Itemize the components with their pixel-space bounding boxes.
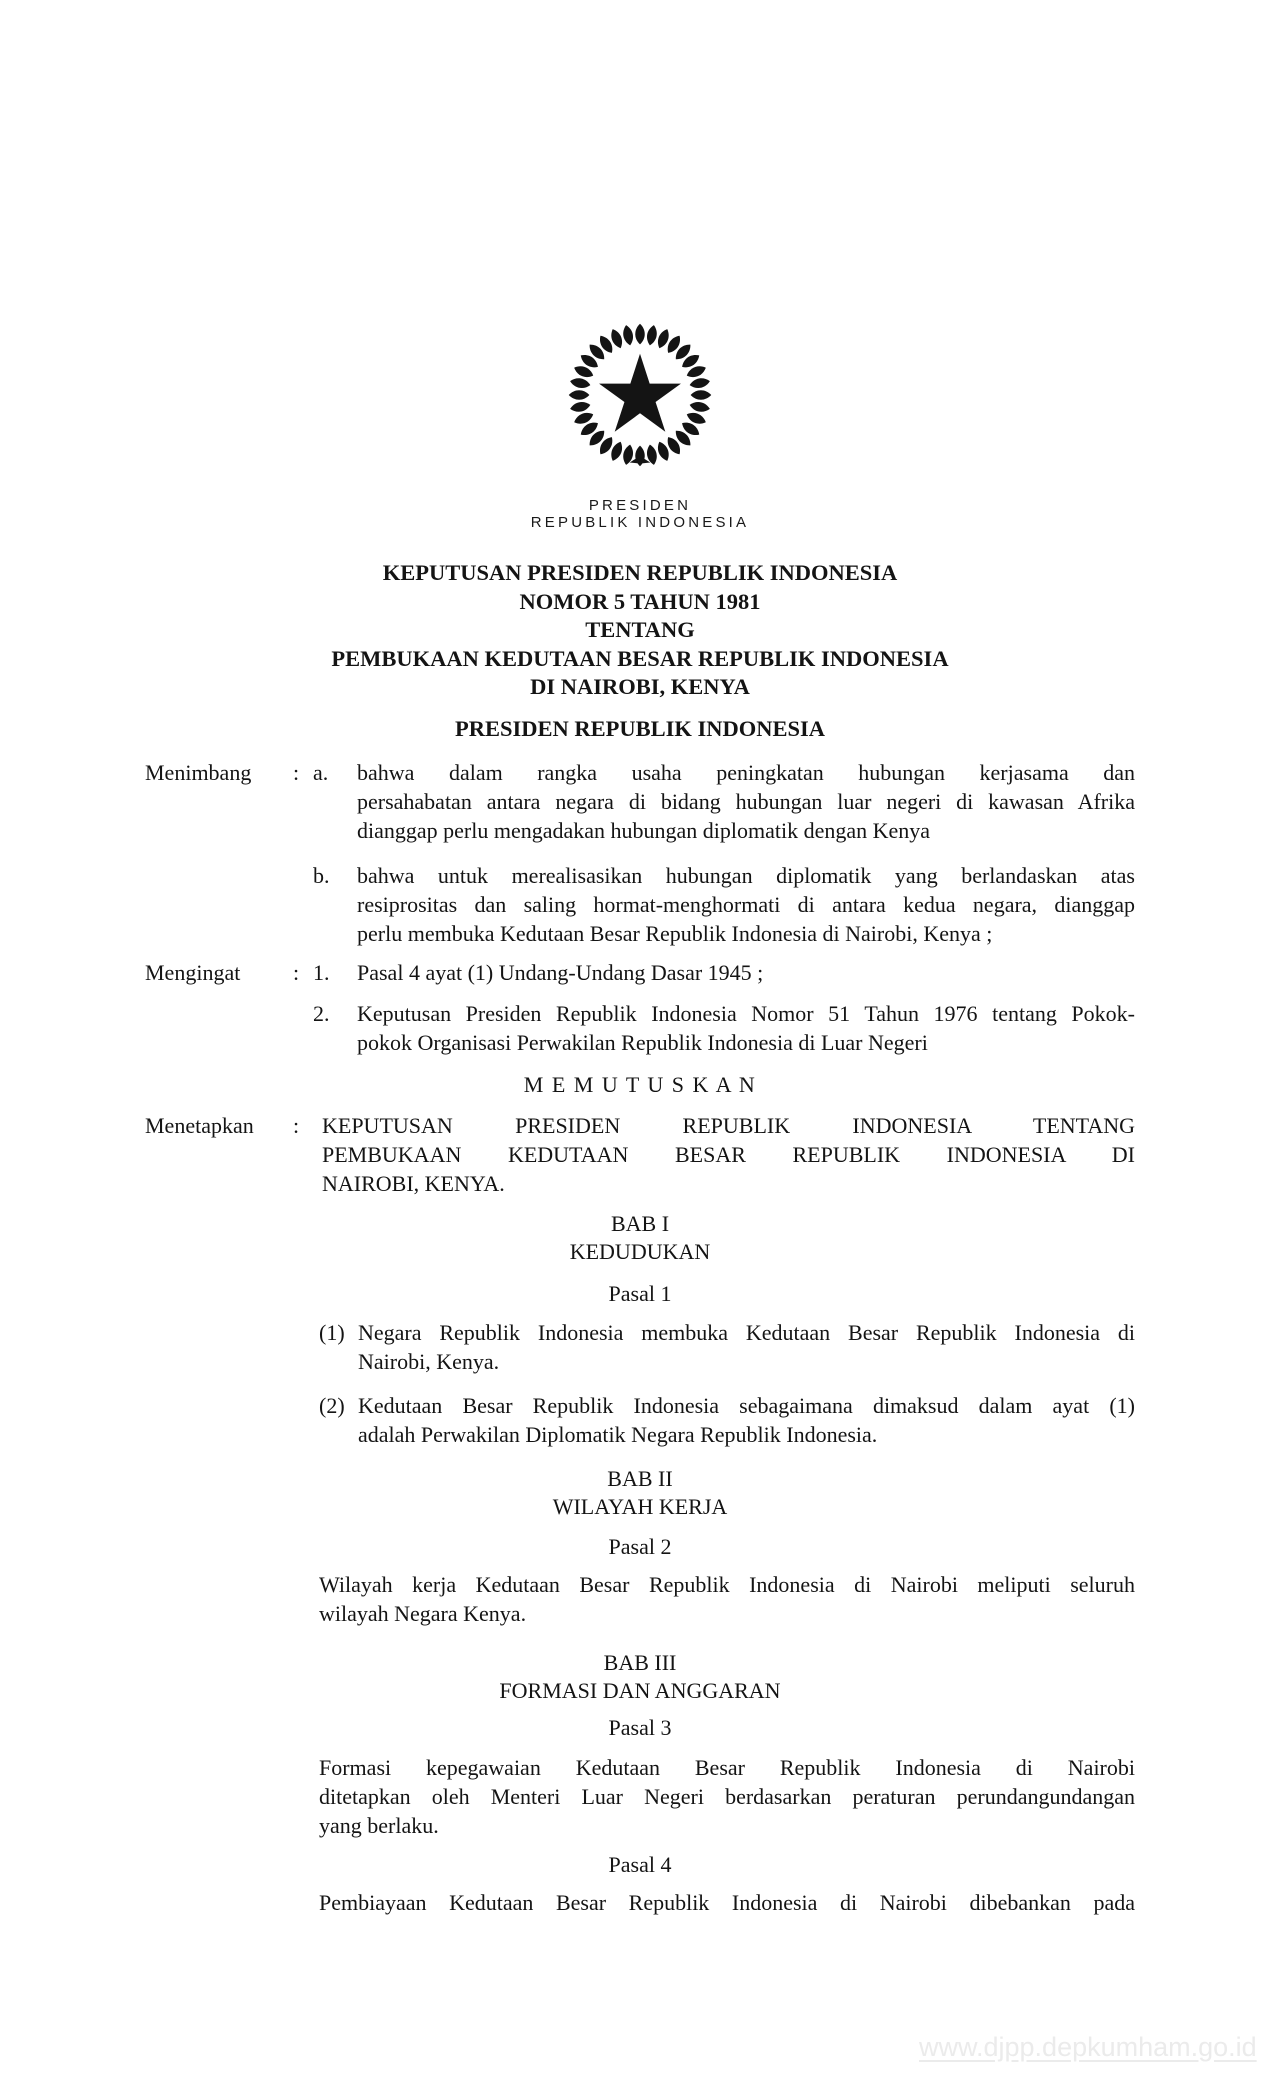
text-line: pokok Organisasi Perwakilan Republik Indonesia di Luar Negeri: [357, 1030, 928, 1055]
text-line: resiprositas dan saling hormat-menghormati di antara kedua negara, dianggap: [357, 892, 1135, 917]
pasal4-body: [319, 1888, 1135, 1917]
mengingat-item-2: [145, 999, 1135, 1057]
pasal1-ayat-2: [319, 1391, 1135, 1449]
decree-document: [145, 320, 1135, 1917]
bab3-heading: [145, 1649, 1135, 1705]
text-line: dianggap perlu mengadakan hubungan diplomatik dengan Kenya: [357, 818, 931, 843]
menetapkan-text: [322, 1111, 1135, 1198]
decree-title-line5: DI NAIROBI, KENYA: [530, 674, 750, 699]
bab2-number: BAB II: [607, 1466, 673, 1491]
text-line: Pasal 4 ayat (1) Undang-Undang Dasar 1945 ;: [357, 960, 764, 985]
text-line: perlu membuka Kedutaan Besar Republik Indonesia di Nairobi, Kenya ;: [357, 921, 993, 946]
star-icon: [599, 354, 681, 432]
text-line: persahabatan antara negara di bidang hubungan luar negeri di kawasan Afrika: [357, 789, 1135, 814]
presidential-emblem: [565, 320, 715, 470]
text-line: Nairobi, Kenya.: [358, 1349, 500, 1374]
text-line: Keputusan Presiden Republik Indonesia Nomor 51 Tahun 1976 tentang Pokok-: [357, 1001, 1135, 1026]
text-line: yang berlaku.: [319, 1813, 439, 1838]
bab1-title: KEDUDUKAN: [569, 1239, 711, 1264]
pasal1-heading: Pasal 1: [608, 1281, 672, 1306]
item-marker: (2): [319, 1393, 345, 1418]
text-line: bahwa dalam rangka usaha peningkatan hubungan kerjasama dan: [357, 760, 1135, 785]
menimbang-item-b: [145, 861, 1135, 948]
text-line: adalah Perwakilan Diplomatik Negara Republik Indonesia.: [358, 1422, 878, 1447]
bab3-number: BAB III: [603, 1650, 677, 1675]
item-marker: 1.: [313, 960, 330, 985]
letterhead: [145, 497, 1135, 531]
item-marker: (1): [319, 1320, 345, 1345]
bab2-heading: [145, 1465, 1135, 1521]
text-line: Formasi kepegawaian Kedutaan Besar Republik Indonesia di Nairobi: [319, 1755, 1135, 1780]
item-text: [357, 999, 1135, 1057]
text-line: Wilayah kerja Kedutaan Besar Republik Indonesia di Nairobi meliputi seluruh: [319, 1572, 1135, 1597]
item-text: [357, 758, 1135, 845]
decree-title-line4: PEMBUKAAN KEDUTAAN BESAR REPUBLIK INDONESIA: [331, 645, 949, 671]
mengingat-item-1: [145, 958, 1135, 987]
decree-title-line1: KEPUTUSAN PRESIDEN REPUBLIK INDONESIA: [382, 560, 898, 585]
menetapkan-colon: :: [293, 1113, 300, 1138]
memutuskan-heading: M E M U T U S K A N: [523, 1072, 757, 1097]
pasal3-body: [319, 1753, 1135, 1840]
mengingat-colon: :: [293, 960, 300, 985]
item-text: [357, 861, 1135, 948]
mengingat-label: Mengingat: [145, 960, 241, 985]
bab1-heading: [145, 1210, 1135, 1266]
item-marker: b.: [313, 863, 330, 888]
text-line: bahwa untuk merealisasikan hubungan diplomatik yang berlandaskan atas: [357, 863, 1135, 888]
item-marker: a.: [313, 760, 329, 785]
menetapkan-label: Menetapkan: [145, 1113, 254, 1138]
letterhead-presiden: PRESIDEN: [588, 497, 692, 514]
item-text: [358, 1318, 1135, 1376]
pasal2-body: [319, 1570, 1135, 1628]
menimbang-label: Menimbang: [145, 760, 252, 785]
item-text: [358, 1391, 1135, 1449]
bab1-number: BAB I: [610, 1211, 670, 1236]
pasal4-heading: Pasal 4: [608, 1852, 672, 1877]
text-line: Negara Republik Indonesia membuka Kedutaan Besar Republik Indonesia di: [358, 1320, 1135, 1345]
text-line: NAIROBI, KENYA.: [322, 1171, 505, 1196]
decree-title-line3: TENTANG: [585, 617, 695, 642]
text-line: KEPUTUSAN PRESIDEN REPUBLIK INDONESIA TENTANG: [322, 1113, 1135, 1138]
item-marker: 2.: [313, 1001, 330, 1026]
menetapkan-section: [145, 1111, 1135, 1198]
pasal2-heading: Pasal 2: [608, 1534, 672, 1559]
menimbang-item-a: [145, 758, 1135, 845]
text-line: Kedutaan Besar Republik Indonesia sebagaimana dimaksud dalam ayat (1): [358, 1393, 1135, 1418]
issuer-heading: PRESIDEN REPUBLIK INDONESIA: [454, 715, 826, 741]
text-line: PEMBUKAAN KEDUTAAN BESAR REPUBLIK INDONESIA DI: [322, 1142, 1135, 1167]
pasal3-heading: Pasal 3: [608, 1715, 672, 1740]
text-line: Pembiayaan Kedutaan Besar Republik Indonesia di Nairobi dibebankan pada: [319, 1890, 1135, 1915]
bab2-title: WILAYAH KERJA: [552, 1494, 728, 1519]
item-text: [357, 958, 1135, 987]
decree-title-line2: NOMOR 5 TAHUN 1981: [519, 588, 761, 614]
text-line: ditetapkan oleh Menteri Luar Negeri berdasarkan peraturan perundangundangan: [319, 1784, 1135, 1809]
pasal1-ayat-1: [319, 1318, 1135, 1376]
letterhead-republik-indonesia: REPUBLIK INDONESIA: [530, 514, 750, 531]
menimbang-colon: :: [293, 760, 300, 785]
bab3-title: FORMASI DAN ANGGARAN: [499, 1678, 781, 1703]
decree-title: [145, 559, 1135, 702]
text-line: wilayah Negara Kenya.: [319, 1601, 527, 1626]
watermark-url: www.djpp.depkumham.go.id: [919, 2032, 1257, 2062]
emblem-block: [145, 320, 1135, 470]
